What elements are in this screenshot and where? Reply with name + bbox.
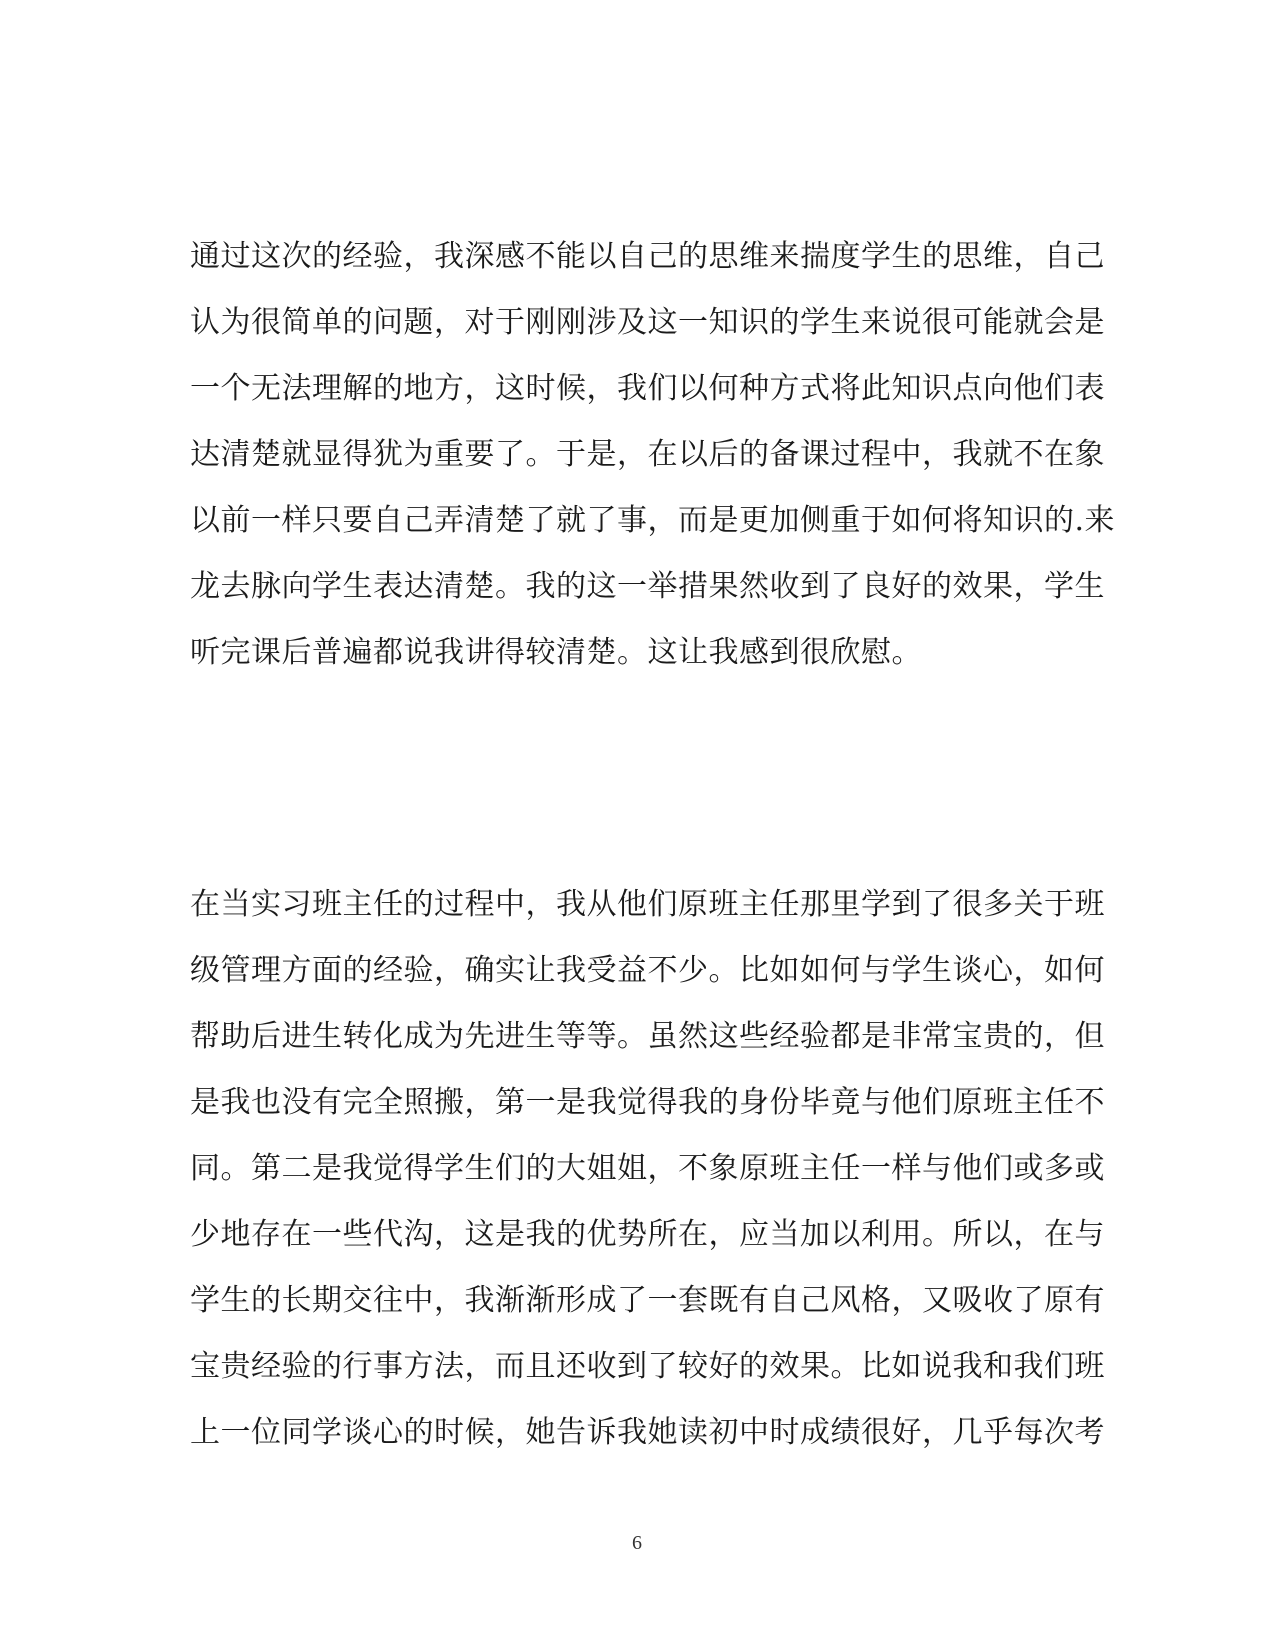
text-line: 同。第二是我觉得学生们的大姐姐，不象原班主任一样与他们或多或 <box>190 1151 1105 1186</box>
text-line: 是我也没有完全照搬，第一是我觉得我的身份毕竟与他们原班主任不 <box>190 1085 1105 1120</box>
text-line: 听完课后普遍都说我讲得较清楚。这让我感到很欣慰。 <box>190 635 922 670</box>
text-line: 帮助后进生转化成为先进生等等。虽然这些经验都是非常宝贵的，但 <box>190 1019 1105 1054</box>
text-line: 一个无法理解的地方，这时候，我们以何种方式将此知识点向他们表 <box>190 371 1105 406</box>
text-line: 在当实习班主任的过程中，我从他们原班主任那里学到了很多关于班 <box>190 887 1105 922</box>
page-number: 6 <box>632 1532 642 1554</box>
paragraph-2 <box>190 872 1105 1466</box>
text-line: 上一位同学谈心的时候，她告诉我她读初中时成绩很好，几乎每次考 <box>190 1415 1105 1450</box>
text-line: 龙去脉向学生表达清楚。我的这一举措果然收到了良好的效果，学生 <box>190 569 1105 604</box>
text-line: 以前一样只要自己弄清楚了就了事，而是更加侧重于如何将知识的.来 <box>190 503 1116 538</box>
paragraph-1 <box>190 224 1116 686</box>
text-line: 认为很简单的问题，对于刚刚涉及这一知识的学生来说很可能就会是 <box>190 305 1105 340</box>
text-line: 级管理方面的经验，确实让我受益不少。比如如何与学生谈心，如何 <box>190 953 1105 988</box>
text-line: 学生的长期交往中，我渐渐形成了一套既有自己风格，又吸收了原有 <box>190 1283 1105 1318</box>
text-line: 通过这次的经验，我深感不能以自己的思维来揣度学生的思维，自己 <box>190 239 1105 274</box>
text-line: 宝贵经验的行事方法，而且还收到了较好的效果。比如说我和我们班 <box>190 1349 1105 1384</box>
text-line: 达清楚就显得犹为重要了。于是，在以后的备课过程中，我就不在象 <box>190 437 1105 472</box>
text-line: 少地存在一些代沟，这是我的优势所在，应当加以利用。所以，在与 <box>190 1217 1105 1252</box>
